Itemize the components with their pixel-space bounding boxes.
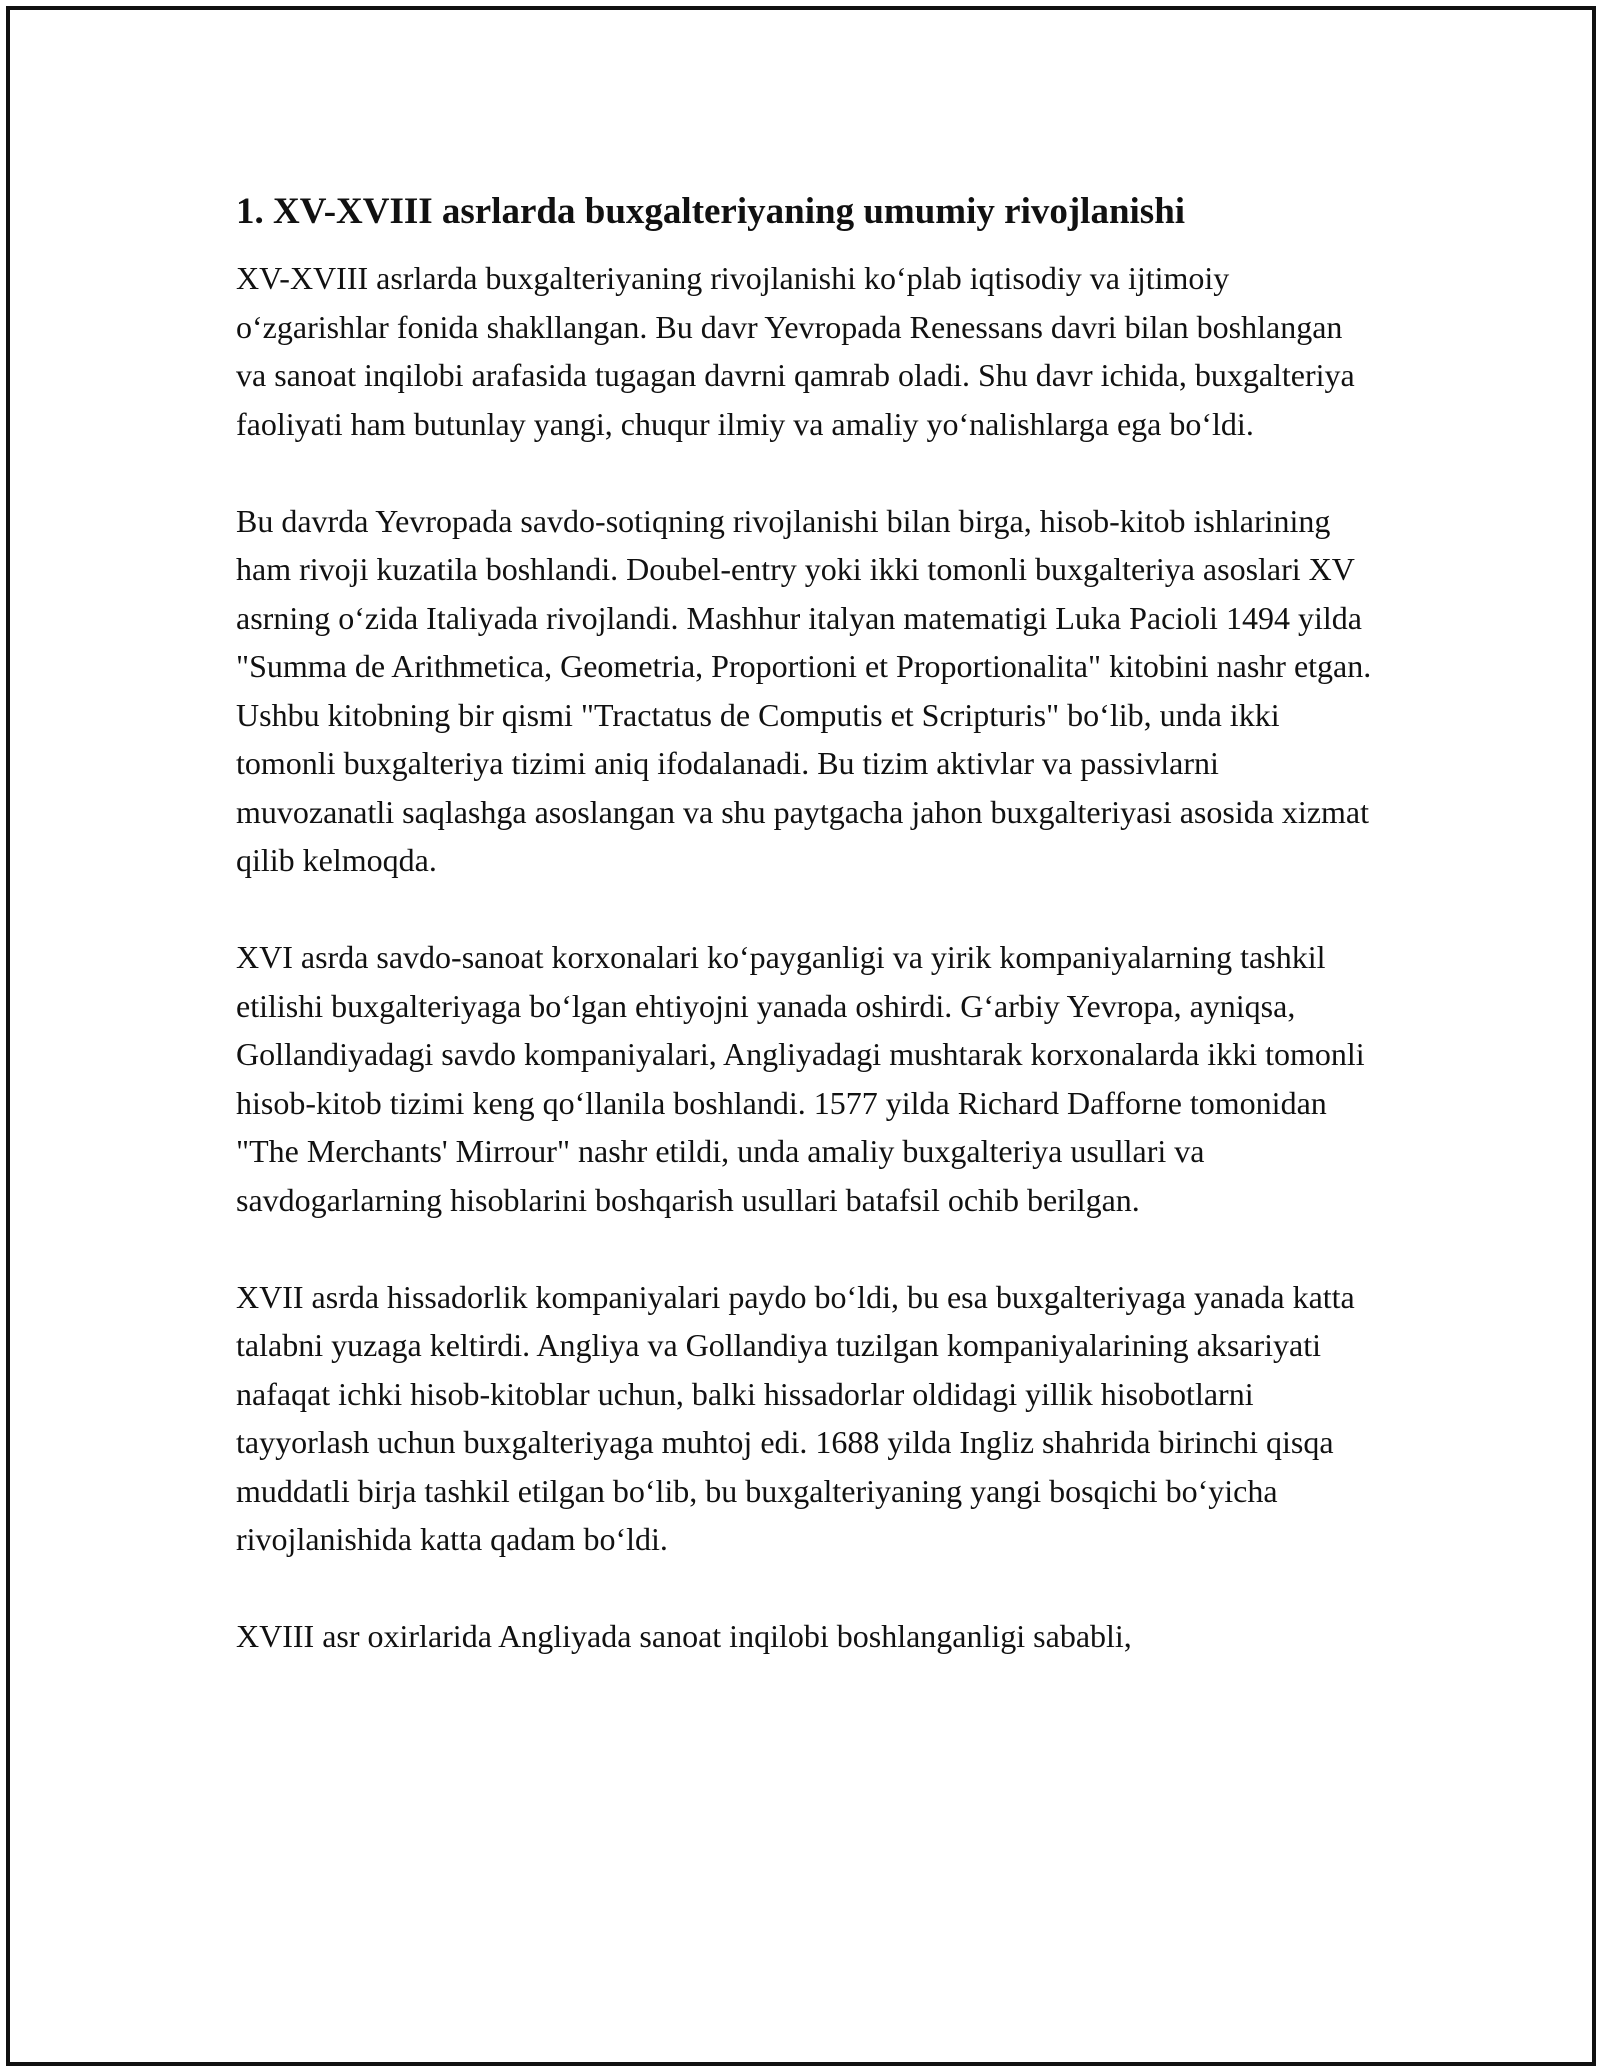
paragraph-1: XV-XVIII asrlarda buxgalteriyaning rivojlanishi ko‘plab iqtisodiy va ijtimoiy o‘zgarishlar fonida shakllangan. Bu davr Yevropada Renessans davri bilan boshlangan va sanoat inqilobi arafasida tugagan davrni qamrab oladi. Shu davr ichida, buxgalteriya faoliyati ham butunlay yangi, chuqur ilmiy va amaliy yo‘nalishlarga ega bo‘ldi. [236,260,1355,442]
paragraph-3: XVI asrda savdo-sanoat korxonalari ko‘payganligi va yirik kompaniyalarning tashkil etilishi buxgalteriyaga bo‘lgan ehtiyojni yanada oshirdi. G‘arbiy Yevropa, ayniqsa, Gollandiyadagi savdo kompaniyalari, Angliyadagi mushtarak korxonalarda ikki tomonli hisob-kitob tizimi keng qo‘llanila boshlandi. 1577 yilda Richard Dafforne tomonidan "The Merchants' Mirrour" nashr etildi, unda amaliy buxgalteriya usullari va savdogarlarning hisoblarini boshqarish usullari batafsil ochib berilgan. [236,939,1365,1218]
paragraph-5: XVIII asr oxirlarida Angliyada sanoat inqilobi boshlanganligi sababli, [236,1618,1132,1654]
document-body [236,188,1376,1709]
paragraph-4: XVII asrda hissadorlik kompaniyalari paydo bo‘ldi, bu esa buxgalteriyaga yanada katta talabni yuzaga keltirdi. Angliya va Gollandiya tuzilgan kompaniyalarining aksariyati nafaqat ichki hisob-kitoblar uchun, balki hissadorlar oldidagi yillik hisobotlarni tayyorlash uchun buxgalteriyaga muhtoj edi. 1688 yilda Ingliz shahrida birinchi qisqa muddatli birja tashkil etilgan bo‘lib, bu buxgalteriyaning yangi bosqichi bo‘yicha rivojlanishida katta qadam bo‘ldi. [236,1278,1355,1557]
paragraph-2: Bu davrda Yevropada savdo-sotiqning rivojlanishi bilan birga, hisob-kitob ishlarining ham rivoji kuzatila boshlandi. Doubel-entry yoki ikki tomonli buxgalteriya asoslari XV asrning o‘zida Italiyada rivojlandi. Mashhur italyan matematigi Luka Pacioli 1494 yilda "Summa de Arithmetica, Geometria, Proportioni et Proportionalita" kitobini nashr etgan. Ushbu kitobning bir qismi "Tractatus de Computis et Scripturis" bo‘lib, unda ikki tomonli buxgalteriya tizimi aniq ifodalanadi. Bu tizim aktivlar va passivlarni muvozanatli saqlashga asoslangan va shu paytgacha jahon buxgalteriyasi asosida xizmat qilib kelmoqda. [236,502,1372,878]
section-heading: 1. XV-XVIII asrlarda buxgalteriyaning umumiy rivojlanishi [236,191,1186,232]
